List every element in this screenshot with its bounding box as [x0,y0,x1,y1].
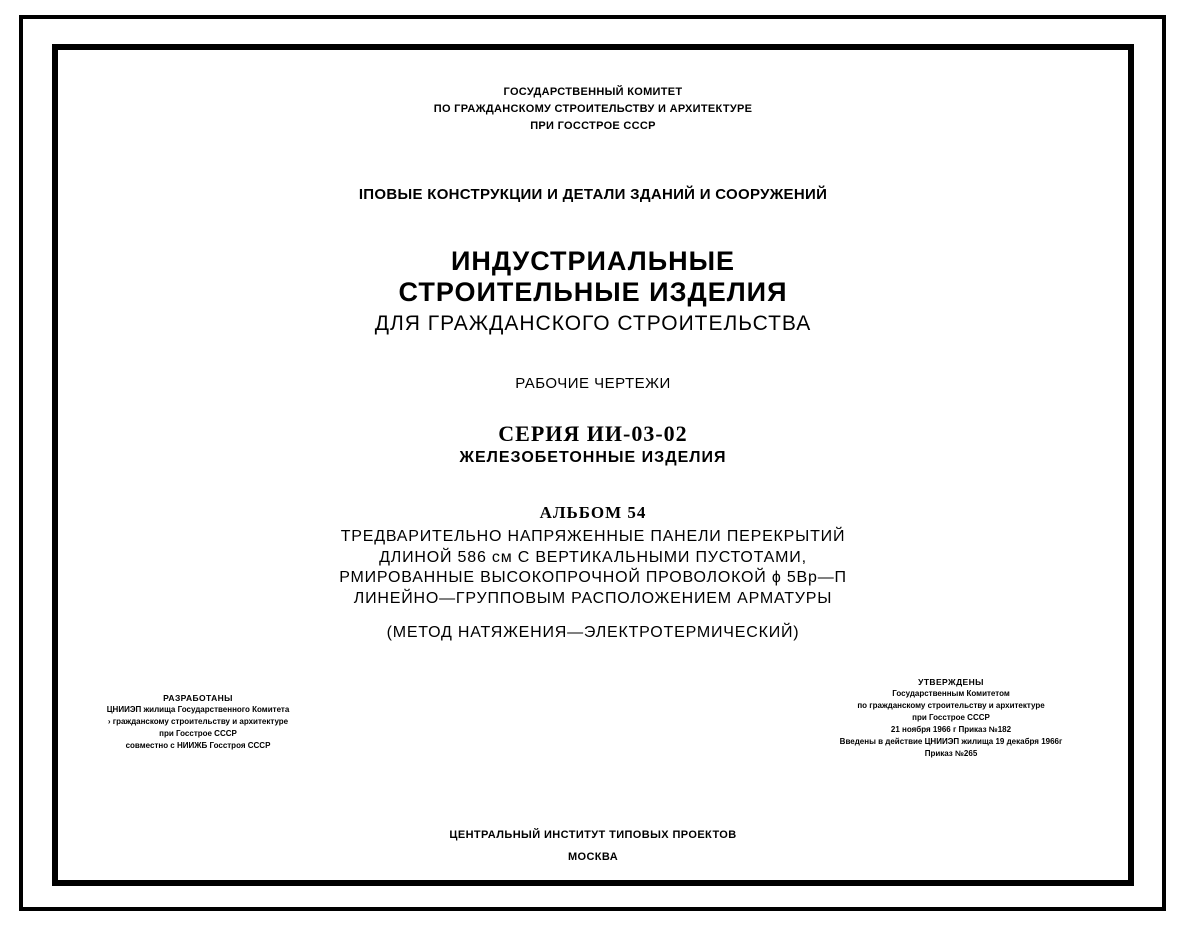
working-drawings-label: РАБОЧИЕ ЧЕРТЕЖИ [515,375,671,392]
approved-block [806,676,1096,760]
main-title-line-1: ИНДУСТРИАЛЬНЫЕ [450,246,736,276]
approved-line-5: Введены в действие ЦНИИЭП жилища 19 декабря 1966г [839,737,1063,746]
approved-line-6: Приказ №265 [924,749,978,758]
main-title-line-2: СТРОИТЕЛЬНЫЕ ИЗДЕЛИЯ [398,277,788,307]
approved-line-1: Государственным Комитетом [892,689,1010,698]
developed-by-line-3: при Госстрое СССР [159,729,237,738]
approved-line-3: при Госстрое СССР [912,713,990,722]
developed-by-line-4: совместно с НИИЖБ Госстроя СССР [125,741,271,750]
developed-by-line-2: › гражданскому строительству и архитектуре [107,717,289,726]
series-number: СЕРИЯ ИИ-03-02 [498,421,688,446]
developed-by-line-1: ЦНИИЭП жилища Государственного Комитета [106,705,290,714]
committee-line-2: ПО ГРАЖДАНСКОМУ СТРОИТЕЛЬСТВУ И АРХИТЕКТУРЕ [433,103,753,115]
developed-by-block [78,692,318,752]
album-number: АЛЬБОМ 54 [539,503,647,522]
approved-heading: УТВЕРЖДЕНЫ [918,677,984,687]
album-desc-line-1: ТРЕДВАРИТЕЛЬНО НАПРЯЖЕННЫЕ ПАНЕЛИ ПЕРЕКРЫТИЙ [340,528,846,545]
album-desc-line-2: ДЛИНОЙ 586 см С ВЕРТИКАЛЬНЫМИ ПУСТОТАМИ, [379,549,807,566]
tensioning-method: (МЕТОД НАТЯЖЕНИЯ—ЭЛЕКТРОТЕРМИЧЕСКИЙ) [386,624,800,641]
committee-line-1: ГОСУДАРСТВЕННЫЙ КОМИТЕТ [503,86,683,98]
committee-line-3: ПРИ ГОССТРОЕ СССР [530,120,656,132]
approved-line-4: 21 ноября 1966 г Приказ №182 [890,725,1012,734]
main-title-line-3: ДЛЯ ГРАЖДАНСКОГО СТРОИТЕЛЬСТВА [374,312,812,335]
city-name: МОСКВА [567,851,619,863]
series-name: ЖЕЛЕЗОБЕТОННЫЕ ИЗДЕЛИЯ [459,449,727,466]
album-desc-line-4: ЛИНЕЙНО—ГРУППОВЫМ РАСПОЛОЖЕНИЕМ АРМАТУРЫ [353,590,833,607]
approved-line-2: по гражданскому строительству и архитектуре [857,701,1045,710]
developed-by-heading: РАЗРАБОТАНЫ [163,693,233,703]
series-type-heading: ІПОВЫЕ КОНСТРУКЦИИ И ДЕТАЛИ ЗДАНИЙ И СООРУЖЕНИЙ [358,186,828,203]
album-desc-line-3: РМИРОВАННЫЕ ВЫСОКОПРОЧНОЙ ПРОВОЛОКОЙ ϕ 5Вр—П [339,569,847,586]
institute-name: ЦЕНТРАЛЬНЫЙ ИНСТИТУТ ТИПОВЫХ ПРОЕКТОВ [449,829,737,841]
